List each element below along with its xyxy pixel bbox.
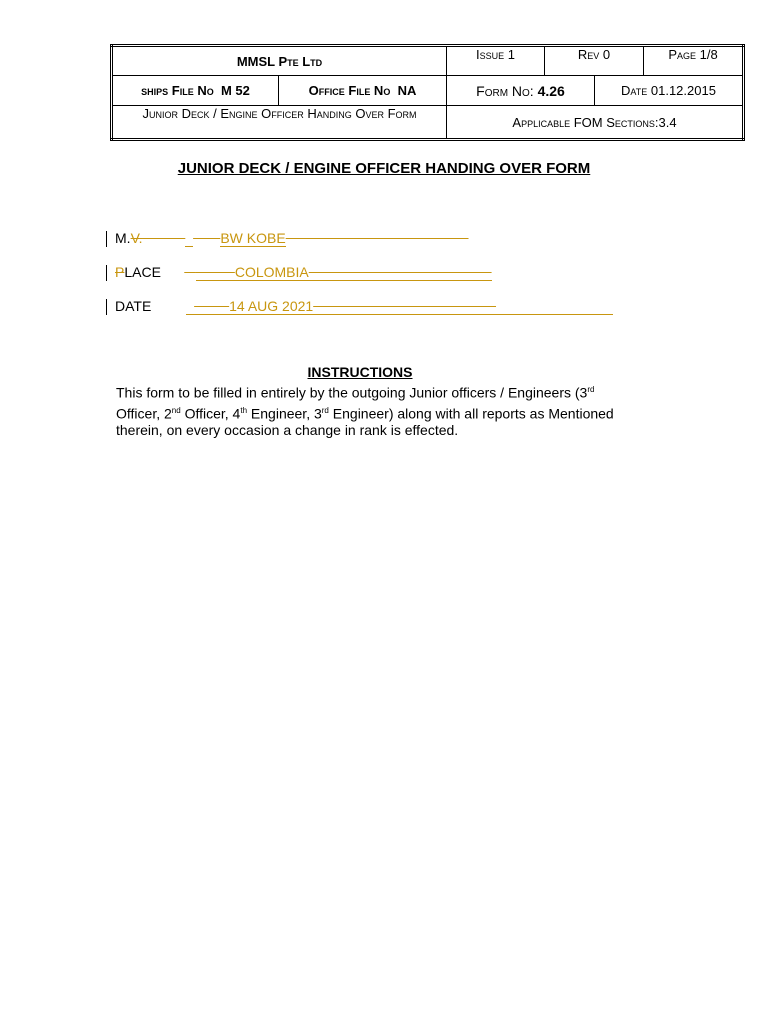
instructions-text-part: This form to be filled in entirely by the outgoing Junior officers / Engineers (3 — [116, 384, 588, 401]
office-file-value: NA — [397, 83, 417, 98]
mv-struck: V. — [130, 230, 143, 246]
ships-file-label: ships File No — [141, 83, 214, 98]
place-label: LACE — [124, 264, 161, 280]
rev-cell: Rev 0 — [545, 46, 644, 76]
superscript: th — [240, 405, 248, 415]
place-row — [106, 264, 492, 281]
company-name: MMSL Pte Ltd — [112, 46, 447, 76]
issue-cell: Issue 1 — [447, 46, 545, 76]
form-no-label: Form No: — [476, 82, 534, 99]
office-file-label: Office File No — [308, 83, 391, 98]
place-struck: P — [115, 264, 125, 280]
fom-sections-cell: Applicable FOM Sections:3.4 — [447, 106, 744, 140]
date-row — [106, 298, 613, 315]
superscript: rd — [587, 385, 595, 394]
form-no-cell — [447, 76, 595, 106]
header-table — [110, 44, 745, 141]
instructions-text-part: Engineer) along with all reports as Mentioned therein, on every occasion a change in rank is effected. — [116, 405, 614, 439]
instructions-text-part: Engineer, 3 — [247, 405, 322, 422]
left-bar — [106, 265, 107, 281]
date-cell: Date 01.12.2015 — [595, 76, 744, 106]
instructions-title: INSTRUCTIONS — [307, 364, 413, 380]
date-label: DATE — [115, 298, 152, 314]
left-bar — [106, 299, 107, 315]
ships-file-value: M 52 — [220, 83, 250, 98]
mv-row — [106, 230, 469, 247]
ships-file-cell — [112, 76, 279, 106]
date-value: 14 AUG 2021 — [229, 298, 314, 314]
office-file-cell — [279, 76, 447, 106]
instructions-text-part: Officer, 2 — [116, 405, 172, 422]
instructions-text-part: Officer, 4 — [180, 405, 241, 422]
superscript: nd — [171, 405, 181, 415]
form-name-cell: Junior Deck / Engine Officer Handing Over Form — [112, 106, 447, 140]
instructions-text — [116, 381, 656, 439]
mv-value: BW KOBE — [220, 230, 286, 246]
page-cell: Page 1/8 — [644, 46, 744, 76]
place-value: COLOMBIA — [234, 264, 309, 280]
superscript: rd — [321, 405, 329, 415]
mv-label: M. — [115, 230, 131, 246]
form-title: JUNIOR DECK / ENGINE OFFICER HANDING OVER FORM — [177, 160, 591, 177]
left-bar — [106, 231, 107, 247]
form-no-value: 4.26 — [537, 82, 565, 99]
